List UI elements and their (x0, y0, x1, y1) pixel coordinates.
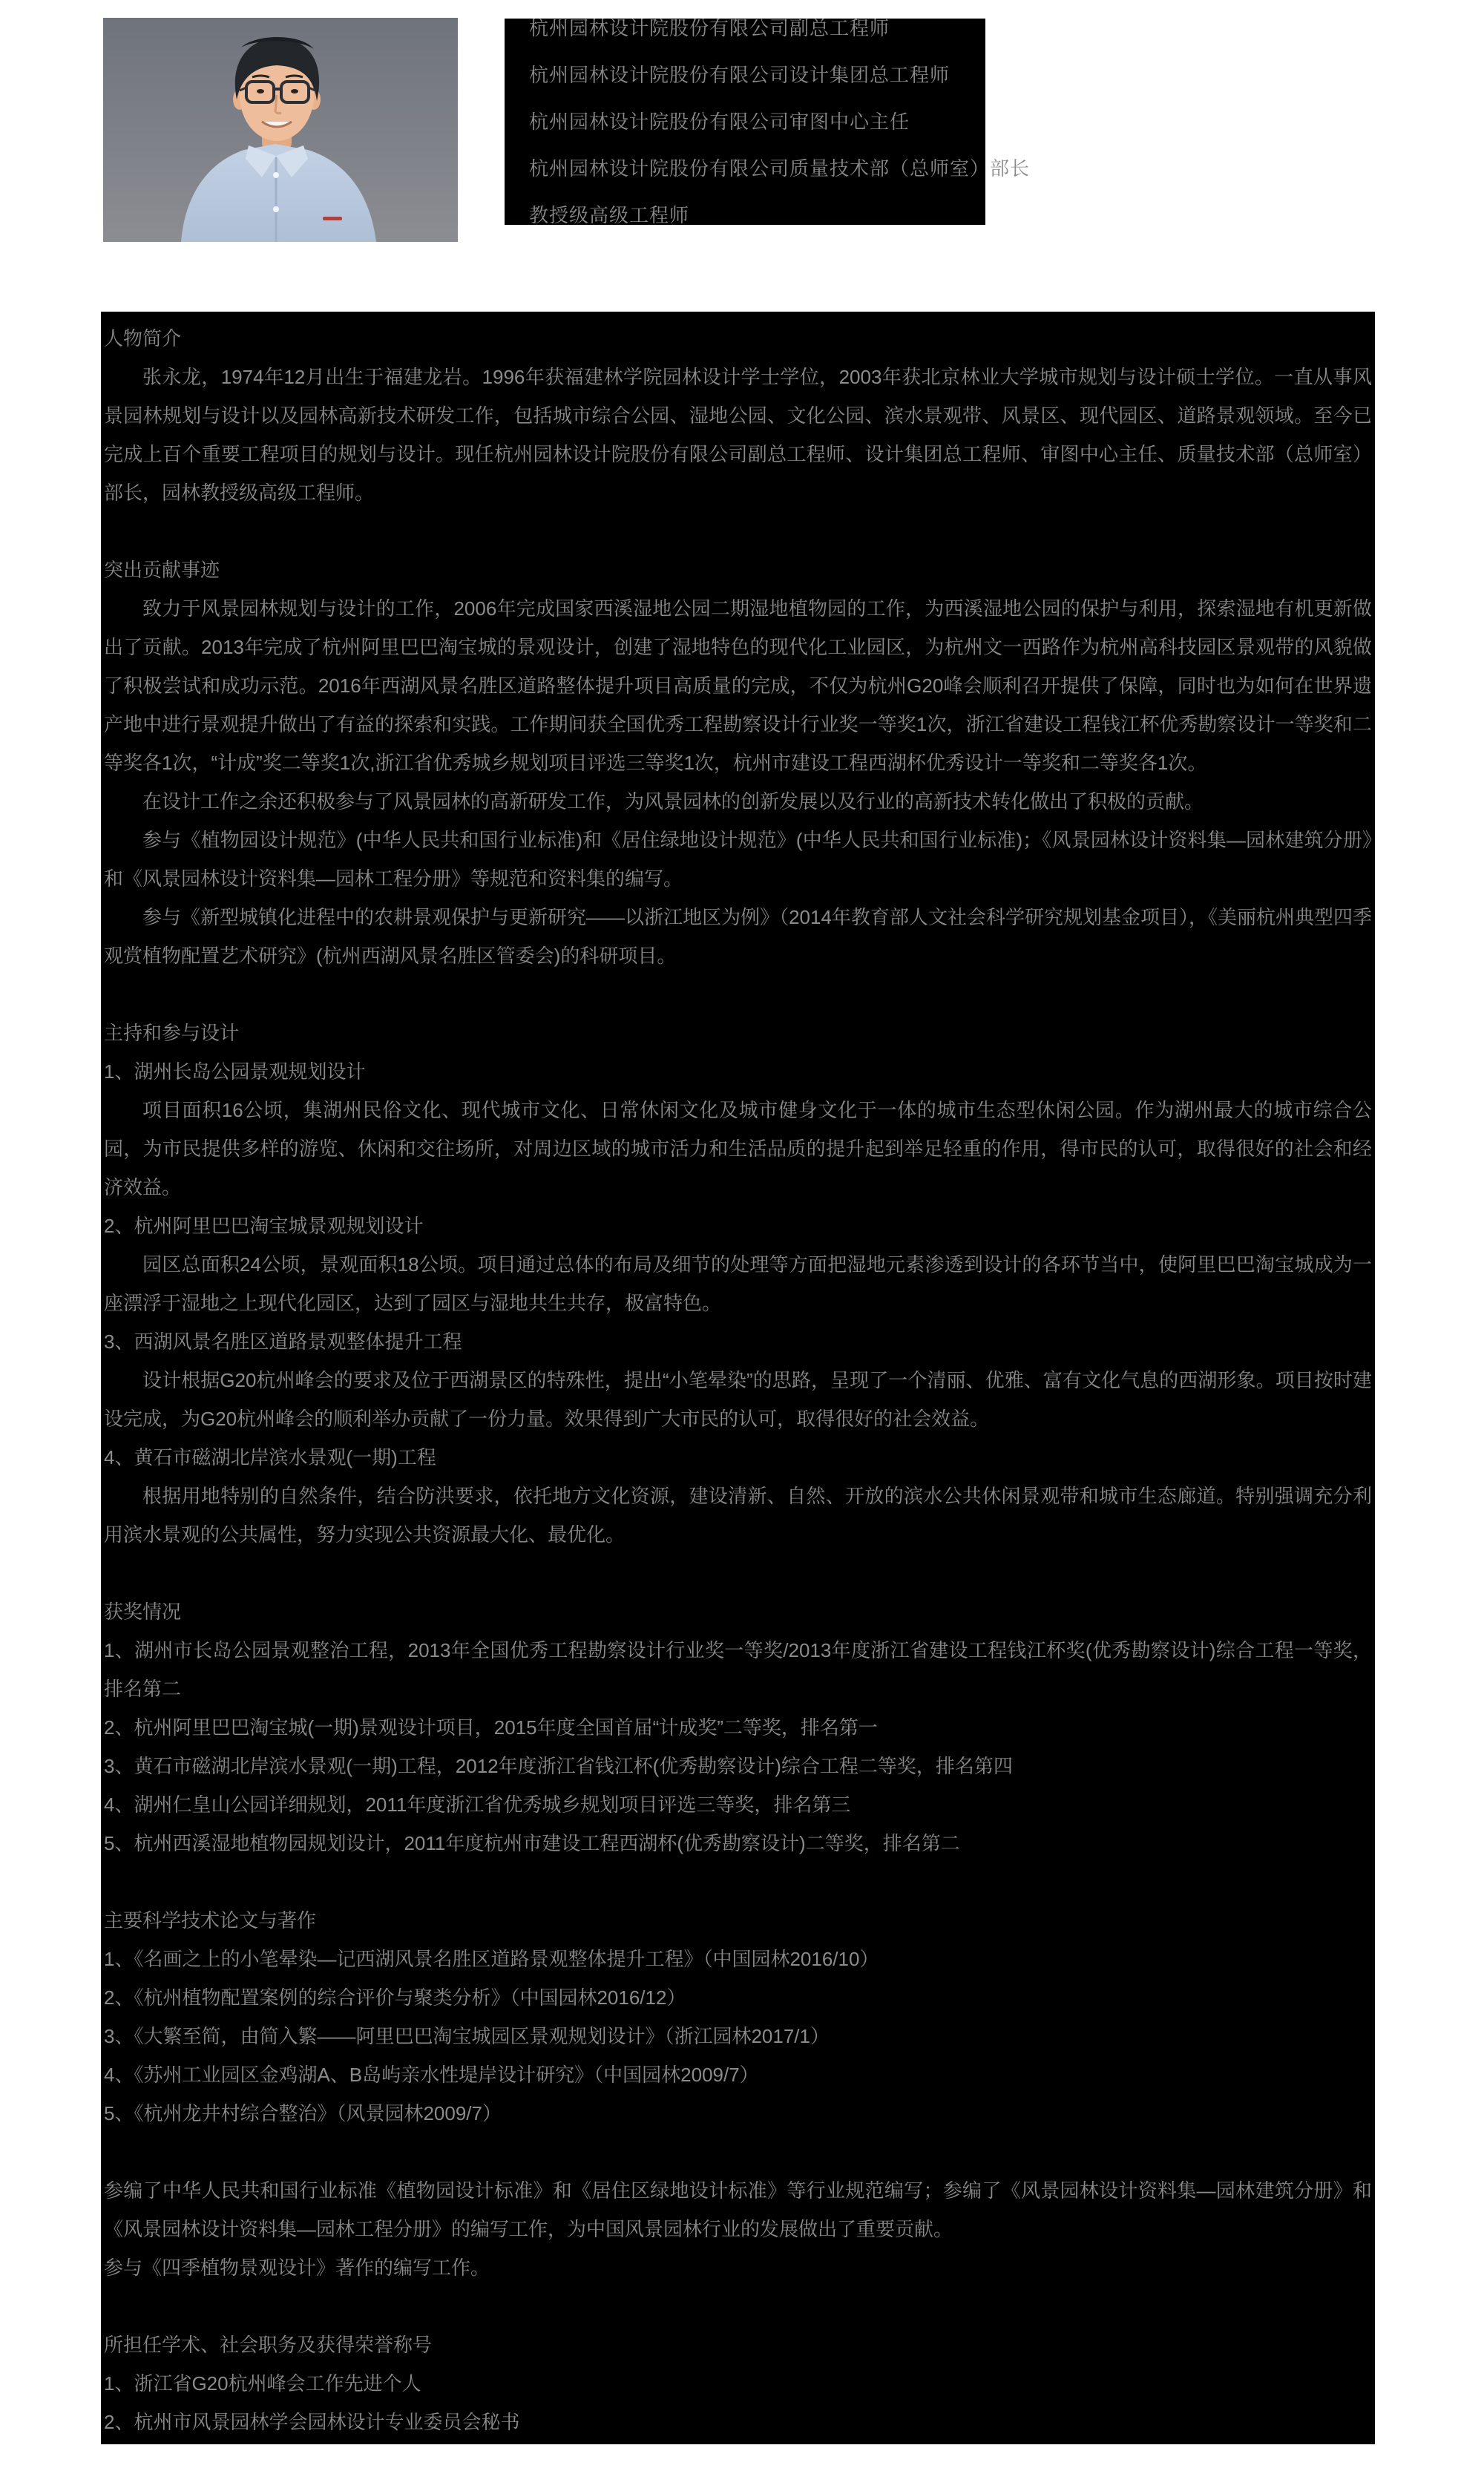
job-title-line: 杭州园林设计院股份有限公司审图中心主任 (529, 111, 910, 133)
list-item: 4、黄石市磁湖北岸滨水景观(一期)工程 (104, 1446, 436, 1469)
list-item: 3、《大繁至简，由简入繁——阿里巴巴淘宝城园区景观规划设计》（浙江园林2017/1） (104, 2025, 830, 2047)
profile-section (104, 1901, 1372, 2133)
biography-panel (101, 312, 1375, 2444)
list-item: 参编了中华人民共和国行业标准《植物园设计标准》和《居住区绿地设计标准》等行业规范编写；参编了《风景园林设计资料集—园林建筑分册》和《风景园林设计资料集—园林工程分册》的编写工作，为中国风景园林行业的发展做出了重要贡献。 (104, 2179, 1372, 2240)
list-item: 5、《杭州龙井村综合整治》（风景园林2009/7） (104, 2102, 502, 2124)
list-item: 1、湖州市长岛公园景观整治工程，2013年全国优秀工程勘察设计行业奖一等奖/2013年度浙江省建设工程钱江杯奖(优秀勘察设计)综合工程一等奖，排名第二 (104, 1639, 1372, 1700)
job-title-line: 杭州园林设计院股份有限公司副总工程师 (529, 17, 890, 39)
section-heading: 突出贡献事迹 (104, 559, 220, 581)
list-item: 2、《杭州植物配置案例的综合评价与聚类分析》（中国园林2016/12） (104, 1986, 686, 2009)
list-item: 2、杭州市风景园林学会园林设计专业委员会秘书 (104, 2411, 520, 2433)
section-heading: 主要科学技术论文与著作 (104, 1909, 317, 1932)
paragraph: 根据用地特别的自然条件，结合防洪要求，依托地方文化资源，建设清新、自然、开放的滨水公共休闲景观带和城市生态廊道。特别强调充分利用滨水景观的公共属性，努力实现公共资源最大化、最优化。 (104, 1485, 1372, 1546)
eye (257, 89, 264, 93)
job-title-line: 杭州园林设计院股份有限公司设计集团总工程师 (529, 64, 951, 86)
list-item: 1、《名画之上的小笔晕染—记西湖风景名胜区道路景观整体提升工程》（中国园林2016/10） (104, 1948, 879, 1970)
section-heading: 人物简介 (104, 327, 182, 350)
list-item: 参与《四季植物景观设计》著作的编写工作。 (104, 2257, 490, 2279)
pocket-detail (323, 217, 342, 220)
paragraph: 园区总面积24公顷，景观面积18公顷。项目通过总体的布局及细节的处理等方面把湿地元素渗透到设计的各环节当中，使阿里巴巴淘宝城成为一座漂浮于湿地之上现代化园区，达到了园区与湿地共生共存，极富特色。 (104, 1253, 1372, 1314)
paragraph: 致力于风景园林规划与设计的工作，2006年完成国家西溪湿地公园二期湿地植物园的工作，为西溪湿地公园的保护与利用，探索湿地有机更新做出了贡献。2013年完成了杭州阿里巴巴淘宝城的景观设计，创建了湿地特色的现代化工业园区，为杭州文一西路作为杭州高科技园区景观带的风貌做了积极尝试和成功示范。2016年西湖风景名胜区道路整体提升项目高质量的完成，不仅为杭州G20峰会顺利召开提供了保障，同时也为如何在世界遗产地中进行景观提升做出了有益的探索和实践。工作期间获全国优秀工程勘察设计行业奖一等奖1次，浙江省建设工程钱江杯优秀勘察设计一等奖和二等奖各1次，“计成”奖二等奖1次,浙江省优秀城乡规划项目评选三等奖1次，杭州市建设工程西湖杯优秀设计一等奖和二等奖各1次。 (104, 597, 1372, 774)
job-title-line: 教授级高级工程师 (529, 204, 690, 226)
list-item: 4、《苏州工业园区金鸡湖A、B岛屿亲水性堤岸设计研究》（中国园林2009/7） (104, 2064, 759, 2086)
section-heading: 所担任学术、社会职务及获得荣誉称号 (104, 2334, 433, 2356)
paragraph: 张永龙，1974年12月出生于福建龙岩。1996年获福建林学院园林设计学士学位，2003年获北京林业大学城市规划与设计硕士学位。一直从事风景园林规划与设计以及园林高新技术研发工作，包括城市综合公园、湿地公园、文化公园、滨水景观带、风景区、现代园区、道路景观领域。至今已完成上百个重要工程项目的规划与设计。现任杭州园林设计院股份有限公司副总工程师、设计集团总工程师、审图中心主任、质量技术部（总师室）部长，园林教授级高级工程师。 (104, 366, 1372, 504)
list-item: 3、西湖风景名胜区道路景观整体提升工程 (104, 1330, 462, 1353)
list-item: 1、浙江省G20杭州峰会工作先进个人 (104, 2372, 421, 2395)
paragraph: 设计根据G20杭州峰会的要求及位于西湖景区的特殊性，提出“小笔晕染”的思路，呈现了一个清丽、优雅、富有文化气息的西湖形象。项目按时建设完成，为G20杭州峰会的顺利举办贡献了一份力量。效果得到广大市民的认可，取得很好的社会效益。 (104, 1369, 1372, 1430)
profile-section (104, 2326, 1372, 2441)
eye (291, 89, 298, 93)
job-title-line: 杭州园林设计院股份有限公司质量技术部（总师室）部长 (529, 157, 1031, 180)
job-titles-panel (505, 17, 1031, 226)
profile-section (104, 1014, 1372, 1554)
list-item: 1、湖州长岛公园景观规划设计 (104, 1060, 366, 1083)
paragraph: 在设计工作之余还积极参与了风景园林的高新研发工作，为风景园林的创新发展以及行业的高新技术转化做出了积极的贡献。 (142, 790, 1204, 813)
list-item: 2、杭州阿里巴巴淘宝城(一期)景观设计项目，2015年度全国首届“计成奖”二等奖，排名第一 (104, 1716, 878, 1739)
profile-section (104, 1592, 1372, 1863)
profile-section (104, 551, 1372, 975)
shirt-button (273, 172, 279, 178)
section-heading: 获奖情况 (104, 1601, 182, 1623)
portrait-photo (103, 18, 458, 242)
list-item: 2、杭州阿里巴巴淘宝城景观规划设计 (104, 1215, 424, 1237)
paragraph: 项目面积16公顷，集湖州民俗文化、现代城市文化、日常休闲文化及城市健身文化于一体的城市生态型休闲公园。作为湖州最大的城市综合公园，为市民提供多样的游览、休闲和交往场所，对周边区域的城市活力和生活品质的提升起到举足轻重的作用，得市民的认可，取得很好的社会和经济效益。 (104, 1099, 1372, 1198)
list-item: 3、黄石市磁湖北岸滨水景观(一期)工程，2012年度浙江省钱江杯(优秀勘察设计)综合工程二等奖，排名第四 (104, 1755, 1013, 1777)
profile-section (104, 2171, 1372, 2287)
section-heading: 主持和参与设计 (104, 1022, 240, 1044)
shirt-button (273, 206, 279, 212)
list-item: 4、湖州仁皇山公园详细规划，2011年度浙江省优秀城乡规划项目评选三等奖，排名第三 (104, 1794, 851, 1816)
portrait-photo-art (103, 18, 458, 242)
profile-section (104, 319, 1372, 512)
paragraph: 参与《新型城镇化进程中的农耕景观保护与更新研究——以浙江地区为例》（2014年教育部人文社会科学研究规划基金项目），《美丽杭州典型四季观赏植物配置艺术研究》(杭州西湖风景名胜区管委会)的科研项目。 (104, 906, 1372, 967)
paragraph: 参与《植物园设计规范》(中华人民共和国行业标准)和《居住绿地设计规范》(中华人民共和国行业标准)；《风景园林设计资料集—园林建筑分册》和《风景园林设计资料集—园林工程分册》等规范和资料集的编写。 (104, 829, 1372, 890)
list-item: 5、杭州西溪湿地植物园规划设计，2011年度杭州市建设工程西湖杯(优秀勘察设计)二等奖，排名第二 (104, 1832, 960, 1854)
